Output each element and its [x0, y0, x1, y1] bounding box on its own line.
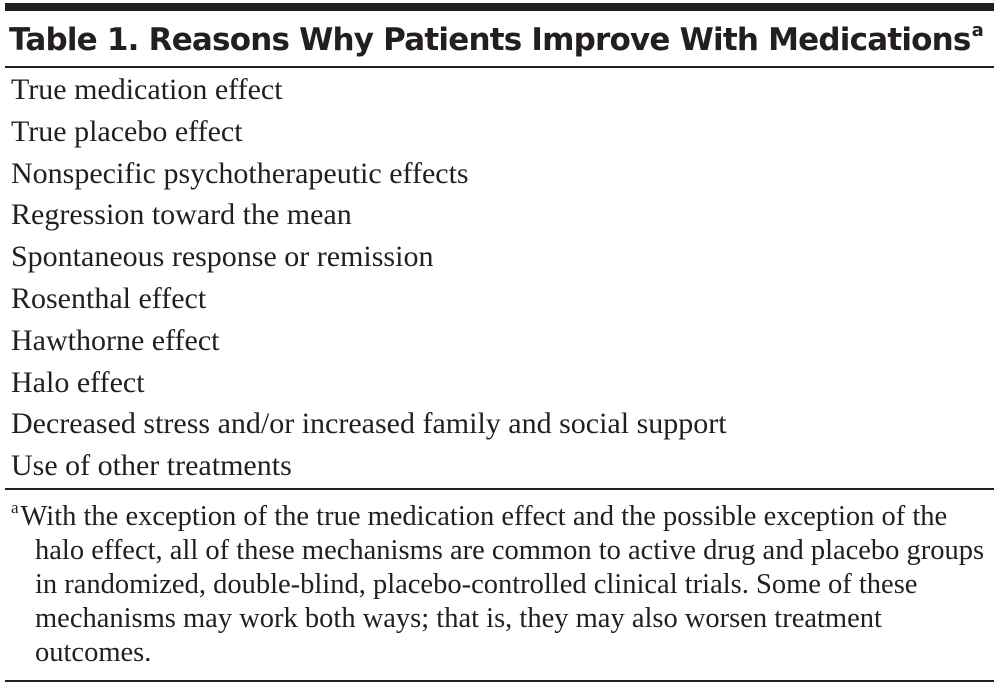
table-title-footnote-marker: a	[971, 20, 983, 41]
table-row: Use of other treatments	[11, 449, 292, 483]
table-row: Nonspecific psychotherapeutic effects	[11, 156, 469, 190]
table-title	[9, 20, 983, 60]
table-row: Decreased stress and/or increased family and social support	[11, 407, 727, 441]
footnote-marker: a	[11, 498, 19, 517]
footnote-text: With the exception of the true medication effect and the possible exception of the halo effect, all of these mechanisms are common to active drug and placebo groups in randomized, double-blind, placebo-controlled clinical trials. Some of these mechanisms may work both ways; that is, they may also worsen treatment outcomes.	[20, 501, 985, 668]
table-row: Rosenthal effect	[11, 281, 207, 315]
table-row: True medication effect	[11, 73, 283, 106]
table-footnote	[11, 500, 985, 670]
reasons-list	[11, 69, 727, 487]
table-title-text: Table 1. Reasons Why Patients Improve With Medications	[9, 22, 971, 58]
table-row: Spontaneous response or remission	[11, 240, 434, 274]
table-top-rule	[5, 3, 994, 11]
table-row: True placebo effect	[11, 114, 243, 148]
table-container	[5, 3, 994, 682]
table-bottom-rule	[5, 680, 994, 682]
table-row: Hawthorne effect	[11, 323, 220, 357]
table-row: Halo effect	[11, 365, 145, 399]
table-footer-rule	[5, 488, 994, 490]
table-row: Regression toward the mean	[11, 198, 352, 232]
table-header-rule	[5, 66, 994, 68]
